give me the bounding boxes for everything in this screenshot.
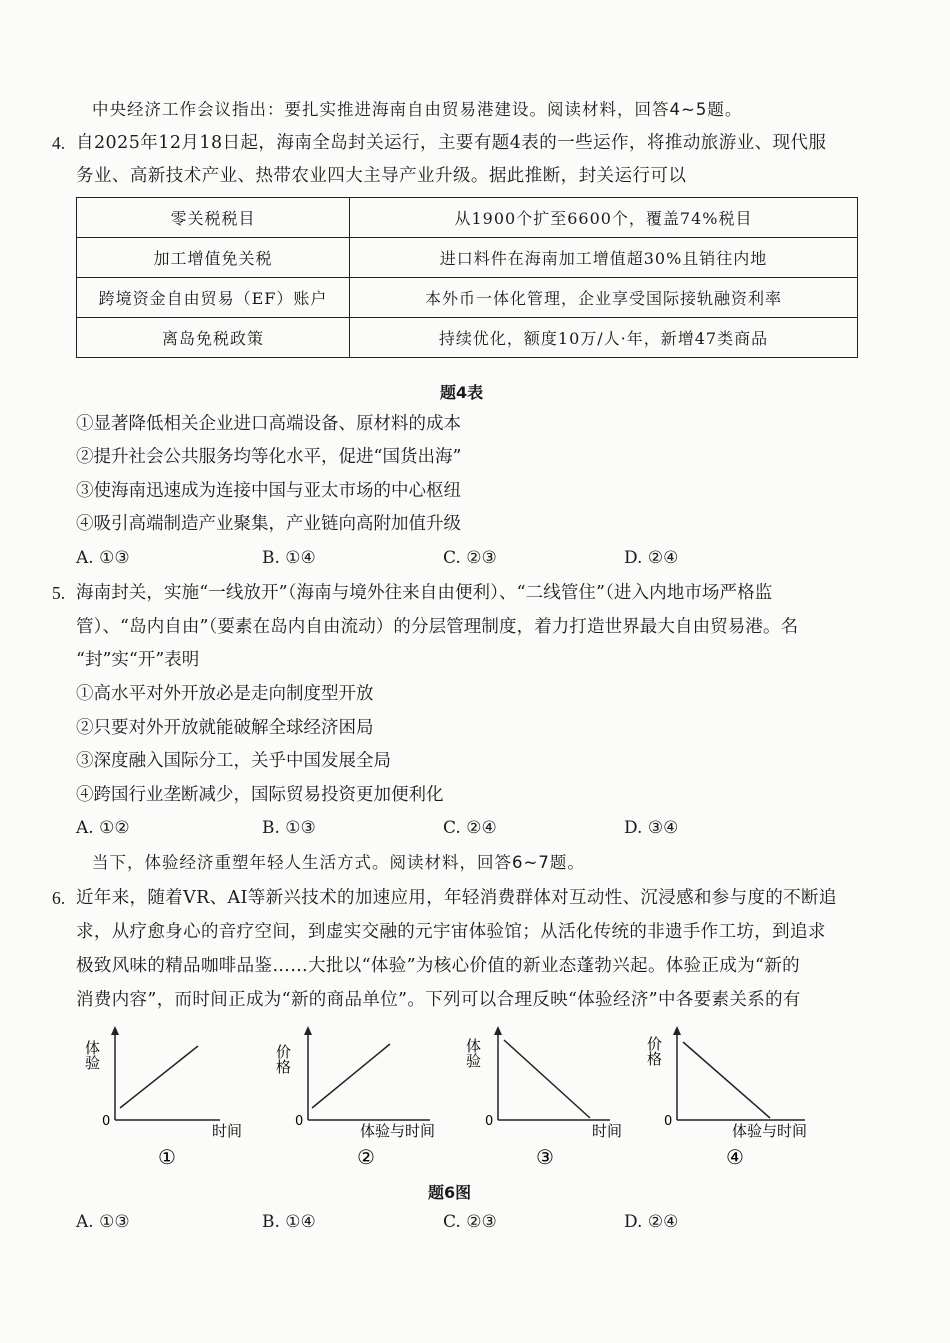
q6-stem-line3: 极致风味的精品咖啡品鉴……大批以“体验”为核心价值的新业态蓬勃兴起。体验正成为“新的 [76, 956, 801, 976]
q4-stem-line1: 自2025年12月18日起，海南全岛封关运行，主要有题4表的一些运作，将推动旅游业、现代服 [76, 133, 827, 153]
q4-option-1: ①显著降低相关企业进口高端设备、原材料的成本 [76, 414, 461, 434]
intro-6-7: 当下，体验经济重塑年轻人生活方式。阅读材料，回答6~7题。 [92, 853, 585, 872]
graph-1 [83, 1026, 242, 1169]
graph-1-xlabel: 时间 [212, 1122, 243, 1140]
graph-1-ylabel: 体验 [83, 1040, 101, 1070]
intro-4-5: 中央经济工作会议指出：要扎实推进海南自由贸易港建设。阅读材料，回答4~5题。 [92, 100, 743, 119]
table-cell: 零关税税目 [77, 198, 350, 238]
table-cell: 进口料件在海南加工增值超30%且销往内地 [350, 238, 858, 278]
table-row [77, 278, 858, 318]
q6-choice-a[interactable]: A. ①③ [76, 1212, 130, 1232]
q6-choice-b[interactable]: B. ①④ [262, 1212, 316, 1232]
graph-3-ylabel: 体验 [464, 1038, 482, 1068]
q4-choice-a[interactable]: A. ①③ [76, 548, 130, 568]
graph-1-y-arrow [111, 1026, 119, 1035]
q5-stem-line1: 海南封关，实施“一线放开”（海南与境外往来自由便利）、“二线管住”（进入内地市场严格监 [76, 583, 773, 603]
graph-2-ylabel: 价格 [274, 1044, 292, 1074]
q6-figure-caption: 题6图 [428, 1183, 472, 1202]
graph-4-xlabel: 体验与时间 [732, 1122, 808, 1140]
q4-stem-line2: 务业、高新技术产业、热带农业四大主导产业升级。据此推断，封关运行可以 [76, 166, 687, 186]
q5-option-1: ①高水平对外开放必是走向制度型开放 [76, 684, 374, 704]
q4-table [76, 197, 858, 358]
q4-choice-c[interactable]: C. ②③ [443, 548, 497, 568]
graph-4-y-arrow [673, 1026, 681, 1035]
table-cell: 持续优化，额度10万/人·年，新增47类商品 [350, 318, 858, 358]
q6-number: 6. [52, 888, 66, 908]
graph-2-index: ② [357, 1145, 375, 1169]
q6-stem-line1: 近年来，随着VR、AI等新兴技术的加速应用，年轻消费群体对互动性、沉浸感和参与度的不断追 [76, 888, 837, 908]
table-cell: 本外币一体化管理，企业享受国际接轨融资利率 [350, 278, 858, 318]
graph-4-ylabel: 价格 [645, 1036, 663, 1066]
graph-4-trend-line [683, 1042, 770, 1118]
graph-3-y-arrow [494, 1026, 502, 1035]
q4-number: 4. [52, 133, 66, 153]
table-cell: 加工增值免关税 [77, 238, 350, 278]
q5-stem-line3: “封”实“开”表明 [76, 650, 200, 670]
q5-stem-line2: 管）、“岛内自由”（要素在岛内自由流动）的分层管理制度，着力打造世界最大自由贸易港。名 [76, 617, 799, 637]
graph-3-xlabel: 时间 [592, 1122, 623, 1140]
q4-choice-d[interactable]: D. ②④ [624, 548, 679, 568]
q6-choice-c[interactable]: C. ②③ [443, 1212, 497, 1232]
q5-option-2: ②只要对外开放就能破解全球经济困局 [76, 718, 374, 738]
table-row [77, 318, 858, 358]
q6-choice-d[interactable]: D. ②④ [624, 1212, 679, 1232]
q5-choice-a[interactable]: A. ①② [76, 818, 130, 838]
q5-choice-c[interactable]: C. ②④ [443, 818, 497, 838]
graph-4 [645, 1026, 807, 1169]
q5-option-4: ④跨国行业垄断减少，国际贸易投资更加便利化 [76, 785, 444, 805]
graph-3-index: ③ [536, 1145, 554, 1169]
q5-number: 5. [52, 583, 66, 603]
table-row [77, 198, 858, 238]
q6-stem-line4: 消费内容”，而时间正成为“新的商品单位”。下列可以合理反映“体验经济”中各要素关系的有 [76, 990, 801, 1010]
graph-2-trend-line [312, 1044, 390, 1108]
graph-1-origin: 0 [102, 1114, 111, 1129]
q4-option-4: ④吸引高端制造产业聚集，产业链向高附加值升级 [76, 514, 461, 534]
table-cell: 从1900个扩至6600个，覆盖74%税目 [350, 198, 858, 238]
graph-1-trend-line [120, 1046, 198, 1108]
graph-2 [274, 1026, 435, 1169]
table-row [77, 238, 858, 278]
q6-graphs [80, 1022, 840, 1172]
q4-option-3: ③使海南迅速成为连接中国与亚太市场的中心枢纽 [76, 481, 461, 501]
graph-2-y-arrow [304, 1026, 312, 1035]
graph-3-origin: 0 [485, 1114, 494, 1129]
table-cell: 跨境资金自由贸易（EF）账户 [77, 278, 350, 318]
graph-4-origin: 0 [664, 1114, 673, 1129]
graph-2-xlabel: 体验与时间 [360, 1122, 436, 1140]
q4-choice-b[interactable]: B. ①④ [262, 548, 316, 568]
q5-option-3: ③深度融入国际分工，关乎中国发展全局 [76, 751, 391, 771]
graph-1-index: ① [158, 1145, 176, 1169]
q4-option-2: ②提升社会公共服务均等化水平，促进“国货出海” [76, 447, 462, 467]
graph-3-trend-line [504, 1040, 590, 1118]
graph-2-origin: 0 [295, 1114, 304, 1129]
q6-stem-line2: 求，从疗愈身心的音疗空间，到虚实交融的元宇宙体验馆；从活化传统的非遗手作工坊，到追求 [76, 922, 826, 942]
q5-choice-d[interactable]: D. ③④ [624, 818, 679, 838]
q4-table-caption: 题4表 [440, 383, 484, 402]
q5-choice-b[interactable]: B. ①③ [262, 818, 316, 838]
table-cell: 离岛免税政策 [77, 318, 350, 358]
graph-3 [464, 1026, 622, 1169]
graph-4-index: ④ [726, 1145, 744, 1169]
